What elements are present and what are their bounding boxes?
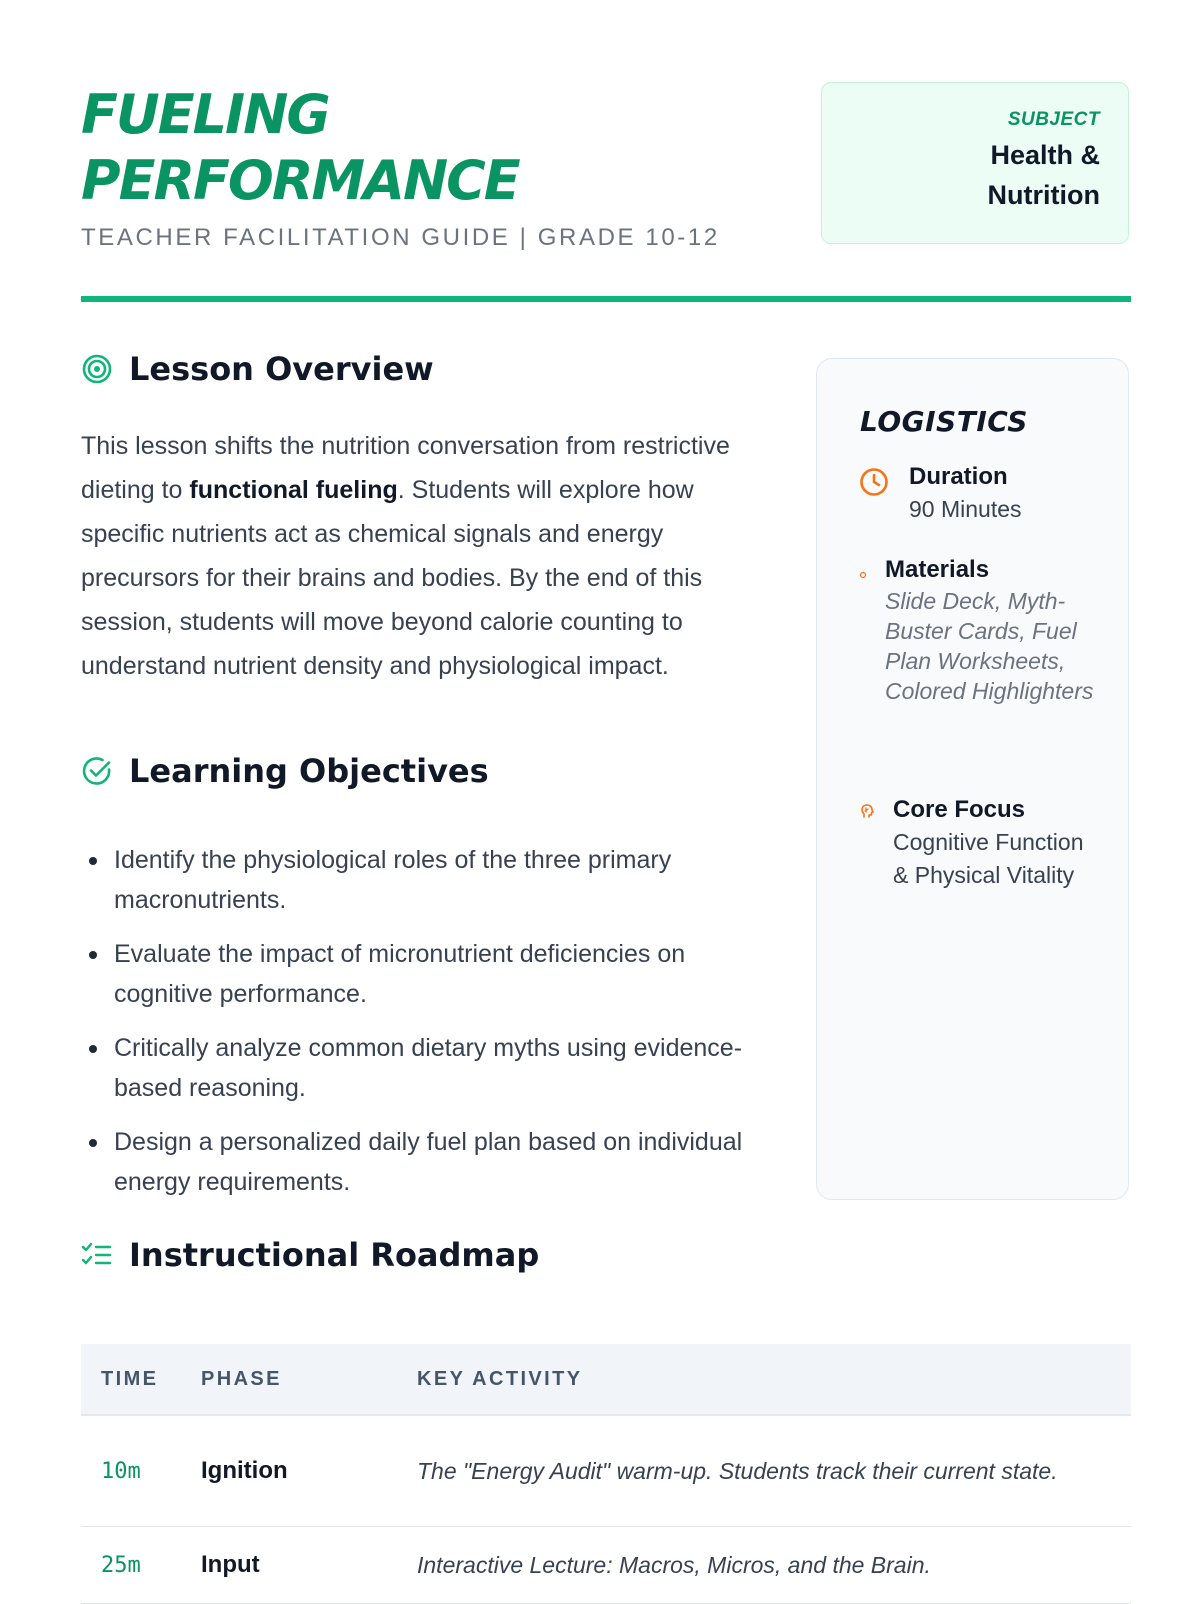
overview-heading (81, 350, 434, 388)
subject-value-line-1: Health & (990, 140, 1100, 170)
subject-value-line-2: Nutrition (987, 180, 1100, 210)
list-item: Critically analyze common dietary myths using evidence-based reasoning. (81, 1028, 761, 1108)
header-divider (81, 296, 1131, 302)
list-item: Design a personalized daily fuel plan based on individual energy requirements. (81, 1122, 761, 1202)
page-subtitle: TEACHER FACILITATION GUIDE | GRADE 10-12 (81, 224, 720, 251)
subject-card (821, 82, 1129, 244)
overview-text-start: This lesson shifts the nutrition conversation from restrictive dieting to (81, 432, 730, 504)
logistics-card (816, 358, 1129, 1200)
overview-text-bold: functional fueling (189, 476, 398, 504)
row-time: 25m (81, 1527, 181, 1604)
objectives-heading-text: Learning Objectives (129, 752, 489, 790)
row-phase: Ignition (181, 1415, 397, 1527)
duration-value: 90 Minutes (909, 496, 1022, 522)
materials-icon (859, 566, 867, 584)
focus-icon (859, 803, 875, 824)
table-row (81, 1527, 1131, 1604)
checklist-icon (81, 1239, 113, 1271)
column-header-phase: PHASE (181, 1344, 397, 1415)
roadmap-heading (81, 1236, 539, 1274)
focus-value: Cognitive Function & Physical Vitality (893, 829, 1084, 888)
row-time: 10m (81, 1415, 181, 1527)
overview-text (81, 424, 761, 688)
page-title (81, 82, 721, 214)
objectives-list (81, 840, 761, 1216)
materials-value: Slide Deck, Myth-Buster Cards, Fuel Plan Worksheets, Colored Highlighters (885, 588, 1094, 704)
column-header-activity: KEY ACTIVITY (397, 1344, 1131, 1415)
list-item: Evaluate the impact of micronutrient deficiencies on cognitive performance. (81, 934, 761, 1014)
lesson-guide-page (81, 0, 1131, 1600)
title-line-2: PERFORMANCE (81, 149, 519, 212)
focus-label: Core Focus (893, 796, 1026, 823)
duration-item (859, 461, 1099, 526)
list-item: Identify the physiological roles of the three primary macronutrients. (81, 840, 761, 920)
row-activity: The "Energy Audit" warm-up. Students track their current state. (397, 1415, 1131, 1527)
focus-item (859, 794, 1099, 892)
row-phase: Input (181, 1527, 397, 1604)
overview-text-end: . Students will explore how specific nutrients act as chemical signals and energy precursors for their brains and bodies. By the end of this session, students will move beyond calorie counting to understand nutrient density and physiological impact. (81, 476, 703, 680)
subject-value (842, 135, 1100, 215)
materials-item (859, 554, 1099, 706)
objectives-heading (81, 752, 489, 790)
clock-icon (859, 467, 889, 502)
roadmap-table (81, 1344, 1131, 1604)
roadmap-heading-text: Instructional Roadmap (129, 1236, 540, 1274)
materials-label: Materials (885, 556, 990, 583)
table-header-row (81, 1344, 1131, 1415)
title-line-1: FUELING (81, 83, 329, 146)
check-circle-icon (81, 755, 113, 787)
table-row (81, 1415, 1131, 1527)
column-header-time: TIME (81, 1344, 181, 1415)
row-activity: Interactive Lecture: Macros, Micros, and the Brain. (397, 1527, 1131, 1604)
subject-label: SUBJECT (1007, 109, 1100, 130)
duration-label: Duration (909, 463, 1008, 490)
target-icon (81, 353, 113, 385)
overview-heading-text: Lesson Overview (129, 350, 434, 388)
logistics-title: LOGISTICS (860, 405, 1028, 438)
